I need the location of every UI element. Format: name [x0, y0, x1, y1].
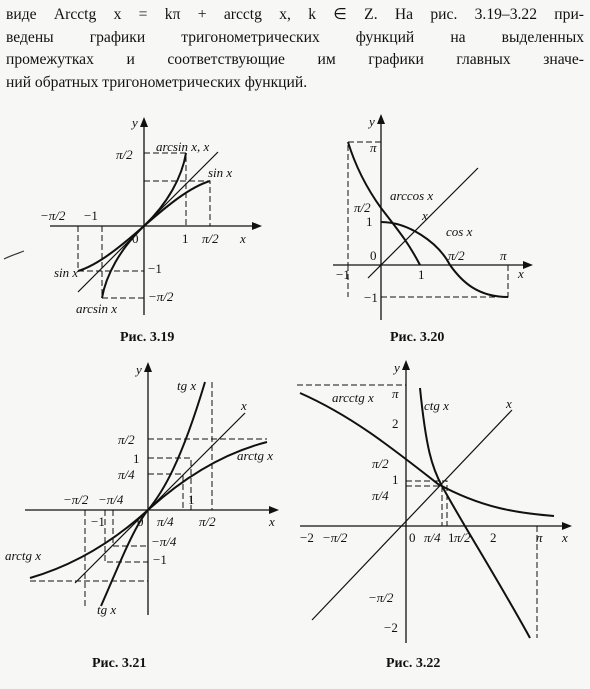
- caption-3-20: Рис. 3.20: [390, 330, 445, 345]
- caption-3-22: Рис. 3.22: [386, 656, 441, 671]
- y-axis-arrow: [144, 362, 152, 372]
- label-neg-one-y: −1: [153, 552, 167, 567]
- label-ctg: ctg x: [424, 398, 449, 413]
- label-neg-one-x: −1: [336, 267, 350, 282]
- label-pi-quarter-y: π/4: [372, 488, 389, 503]
- label-pi-quarter-x: π/4: [157, 514, 174, 529]
- label-neg-two-y: −2: [384, 620, 398, 635]
- label-pi-half-y: π/2: [118, 432, 135, 447]
- x-axis-arrow: [562, 522, 572, 530]
- label-neg-pi-half-x: −π/2: [40, 208, 66, 223]
- caption-3-21: Рис. 3.21: [92, 656, 147, 671]
- figure-3-20: [328, 112, 538, 322]
- label-x: x: [240, 231, 246, 246]
- label-pi-quarter-x: π/4: [424, 530, 441, 545]
- label-sin-left: sin x: [54, 265, 79, 280]
- label-one-x: 1: [418, 267, 425, 282]
- y-axis-arrow: [140, 117, 148, 127]
- paragraph-line-2: ведены графики тригонометрических функций на выделенных: [6, 28, 584, 46]
- label-zero: 0: [370, 248, 377, 263]
- label-x: x: [269, 514, 275, 529]
- label-two-y: 2: [392, 416, 399, 431]
- paragraph-line-3: промежутках и соответствующие им графики главных значе-: [6, 51, 584, 68]
- x-axis-arrow: [269, 506, 279, 514]
- label-tg-top: tg x: [177, 378, 197, 393]
- paragraph-line-1: виде Arcctg x = kπ + arcctg x, k ∈ Z. На рис. 3.19–3.22 при-: [6, 6, 584, 23]
- label-x: x: [562, 530, 568, 545]
- label-pi-half-top: π/2: [116, 147, 133, 162]
- label-x-line: x: [241, 398, 247, 413]
- label-arcsin-top: arcsin x, x: [156, 139, 210, 154]
- label-zero: 0: [132, 231, 139, 246]
- label-arctg-right: arctg x: [237, 448, 273, 463]
- label-one-y: 1: [392, 472, 399, 487]
- guide-pi-quarter-y: [406, 486, 442, 526]
- intro-paragraph: [6, 4, 584, 94]
- label-neg-one-y: −1: [364, 290, 378, 305]
- paragraph-line-4: ний обратных тригонометрических функций.: [6, 73, 308, 91]
- label-y: y: [369, 114, 375, 129]
- label-arcsin-bottom: arcsin x: [76, 301, 118, 316]
- label-pi-half-x: π/2: [448, 248, 465, 263]
- label-pi-half-y: π/2: [372, 456, 389, 471]
- figure-3-22: [292, 358, 584, 648]
- guide-neg-one-y: [381, 265, 508, 297]
- x-axis-arrow: [252, 222, 262, 230]
- label-neg-one-x: −1: [91, 514, 105, 529]
- x-axis-arrow: [523, 261, 533, 269]
- label-arctg-left: arctg x: [5, 548, 41, 563]
- label-y-neg-one: −1: [148, 261, 162, 276]
- label-pi-y: π: [392, 386, 399, 401]
- figure-3-21: [5, 360, 290, 620]
- label-one-x: 1: [188, 492, 195, 507]
- label-pi-half-x: π/2: [199, 514, 216, 529]
- y-axis-arrow: [377, 114, 385, 124]
- label-pi-x: π: [500, 248, 507, 263]
- scan-mark: [0, 245, 30, 265]
- label-y: y: [136, 362, 142, 377]
- label-x-line: x: [422, 208, 428, 223]
- guide-one-top: [144, 181, 210, 226]
- label-pi-half-x: π/2: [202, 231, 219, 246]
- label-arccos: arccos x: [390, 188, 434, 203]
- label-tg-bottom: tg x: [97, 602, 117, 617]
- y-axis-arrow: [402, 360, 410, 370]
- label-pi-half-y: π/2: [354, 200, 371, 215]
- label-neg-pi-half-x: −π/2: [63, 492, 89, 507]
- figure-3-19-plot: [40, 115, 260, 315]
- figure-3-21-plot: [5, 360, 290, 620]
- label-pi-top: π: [370, 140, 377, 155]
- label-sin-right: sin x: [208, 165, 233, 180]
- label-two-x: 2: [490, 530, 497, 545]
- figure-3-20-plot: [328, 112, 538, 322]
- caption-3-19: Рис. 3.19: [120, 330, 175, 345]
- label-x-line: x: [506, 396, 512, 411]
- label-zero: 0: [409, 530, 416, 545]
- label-arcctg: arcctg x: [332, 390, 374, 405]
- label-y-neg-pi-half: −π/2: [148, 289, 174, 304]
- label-pi-x: π: [536, 530, 543, 545]
- label-one-y: 1: [366, 214, 373, 229]
- label-zero: 0: [137, 514, 144, 529]
- label-one-y: 1: [133, 451, 140, 466]
- line-y-equals-x: [312, 410, 512, 620]
- label-pi-quarter-y: π/4: [118, 467, 135, 482]
- label-neg-pi-half-y: −π/2: [368, 590, 394, 605]
- label-neg-pi-half-x: −π/2: [322, 530, 348, 545]
- guide-pi-half-y: [406, 481, 447, 526]
- label-cos: cos x: [446, 224, 473, 239]
- label-neg-pi-quarter-x: −π/4: [98, 492, 124, 507]
- label-one-x: 1: [182, 231, 189, 246]
- label-y: y: [394, 360, 400, 375]
- figure-3-19: [40, 115, 260, 315]
- label-one-x: 1: [448, 530, 455, 545]
- ctg-curve: [420, 388, 530, 638]
- figure-3-22-plot: [292, 358, 584, 648]
- label-neg-two-x: −2: [300, 530, 314, 545]
- label-neg-pi-quarter-y: −π/4: [151, 534, 177, 549]
- label-neg-one-x: −1: [84, 208, 98, 223]
- label-pi-half-x: π/2: [454, 530, 471, 545]
- label-x: x: [518, 266, 524, 281]
- label-y: y: [132, 115, 138, 130]
